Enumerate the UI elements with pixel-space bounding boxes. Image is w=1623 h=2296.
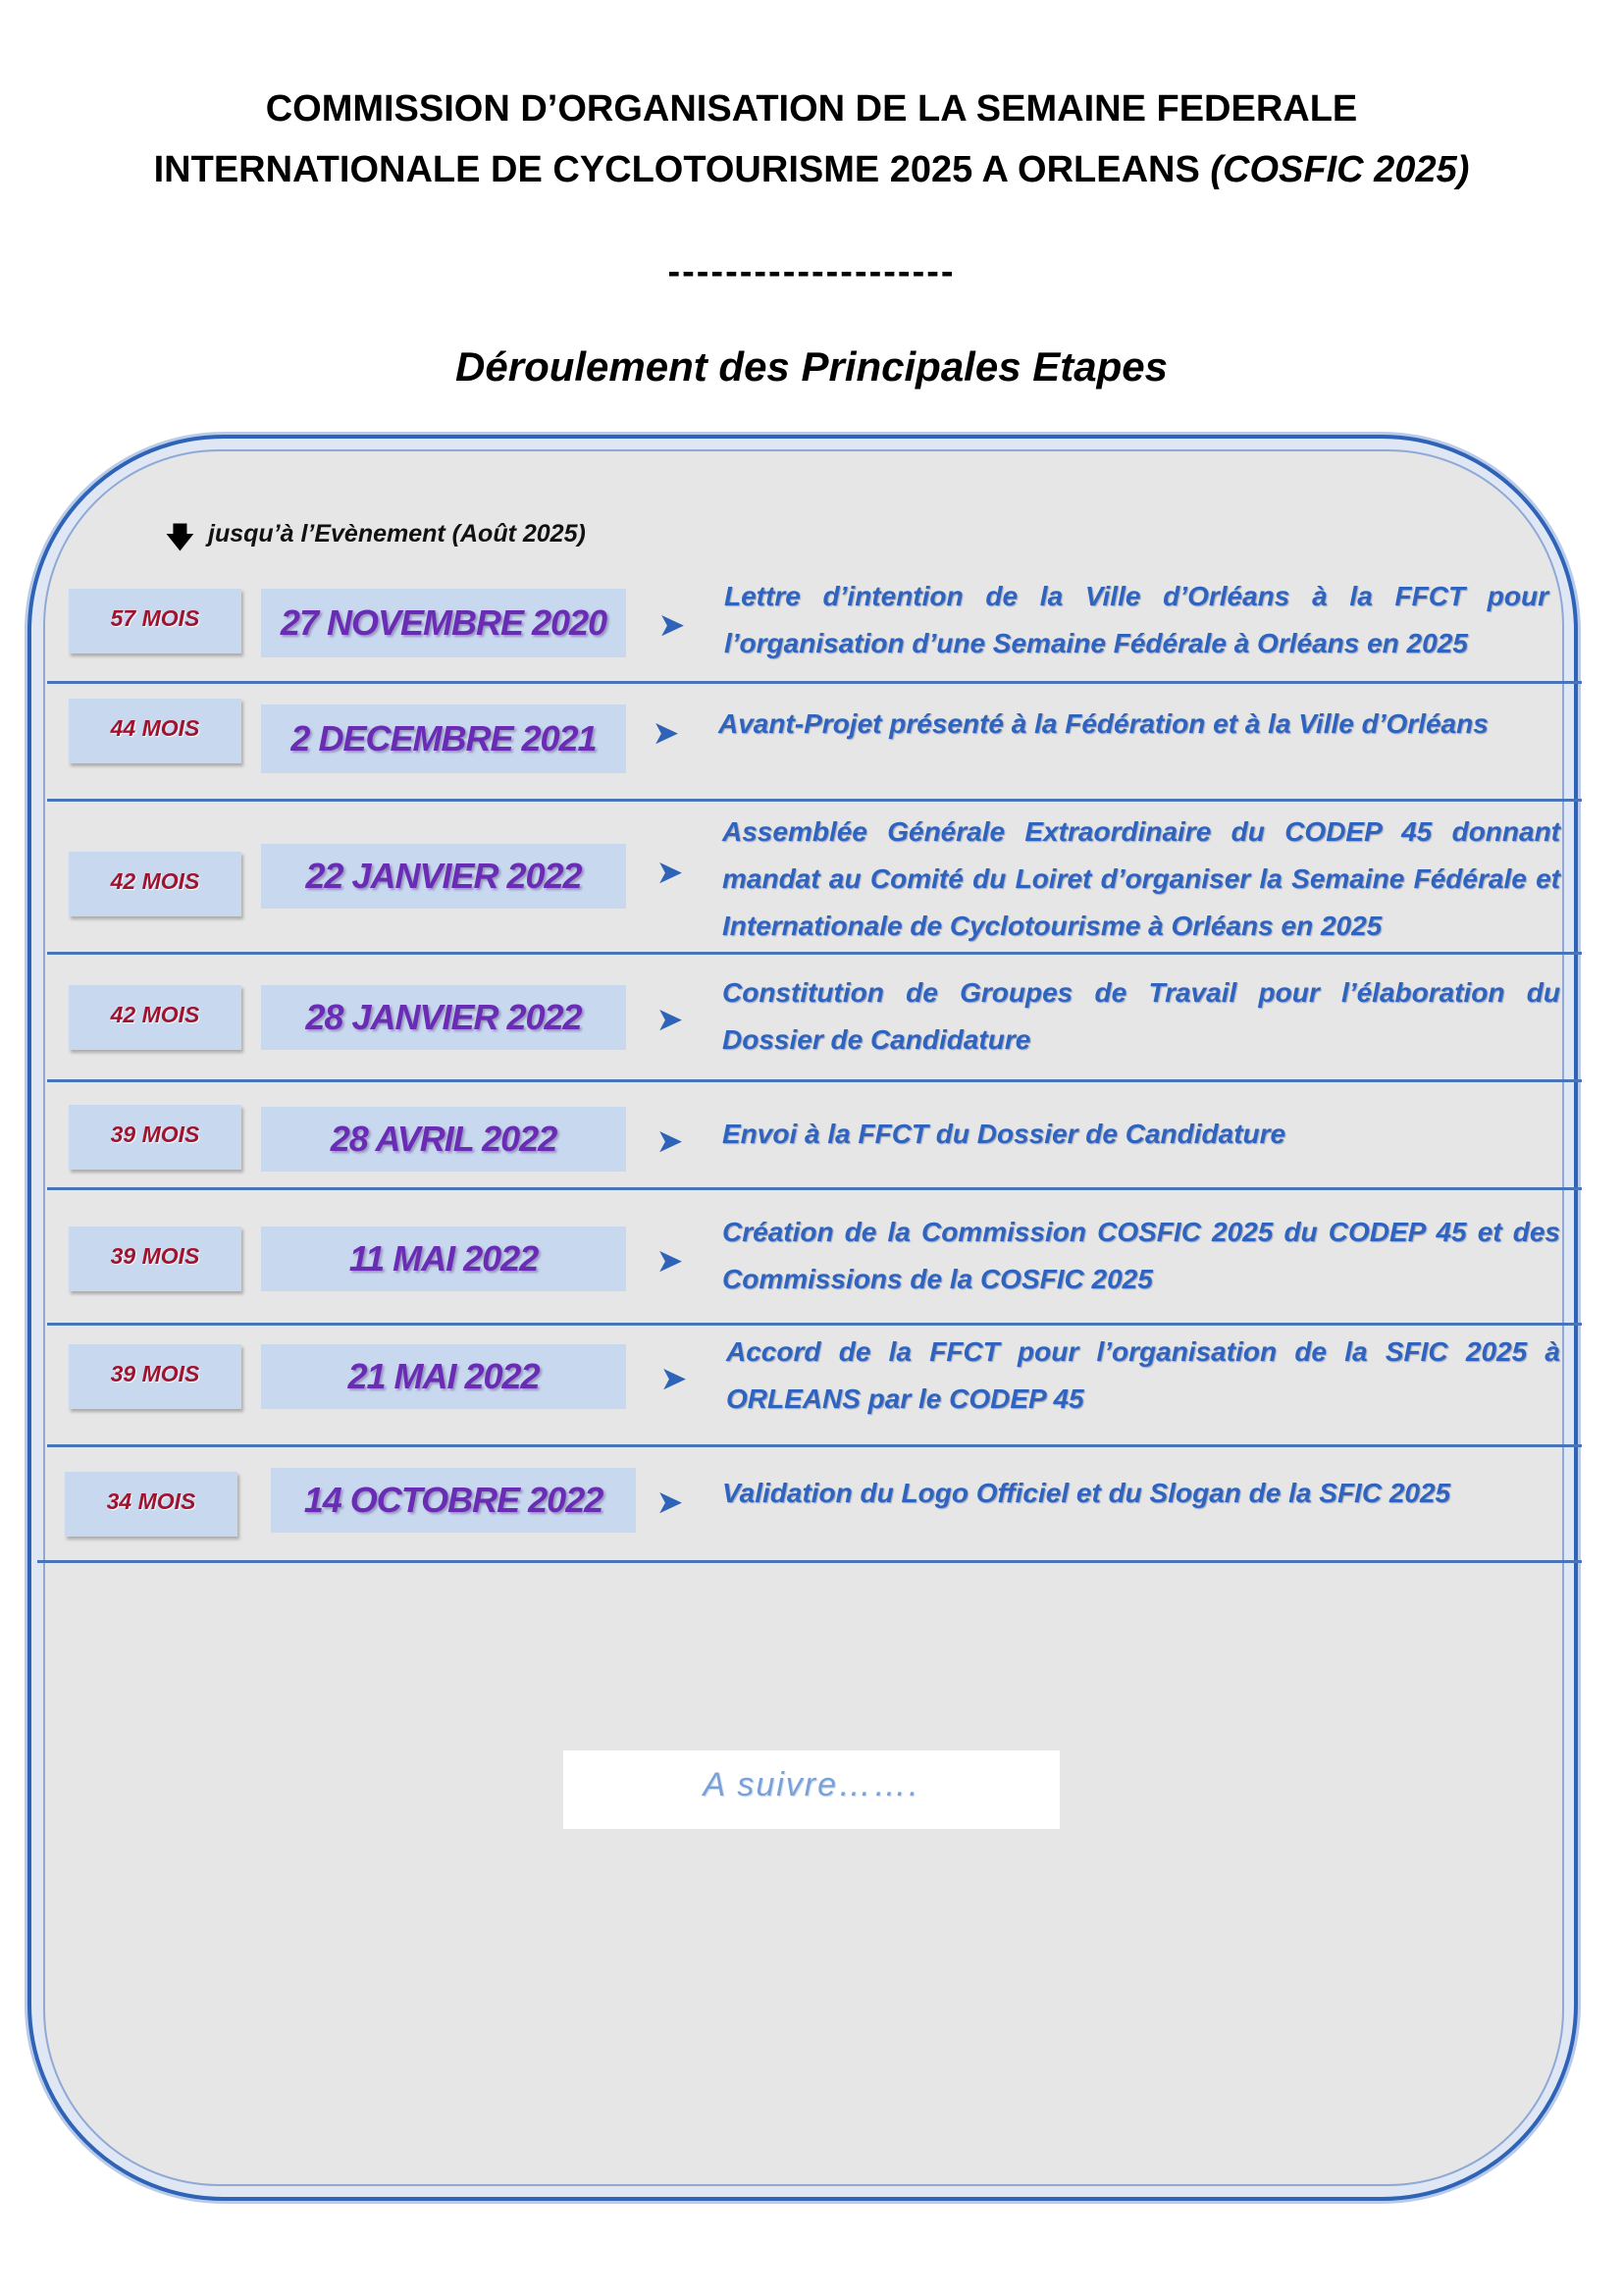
to-follow-text: A suivre…….: [703, 1766, 920, 1803]
timeline-intro: jusqu’à l’Evènement (Août 2025): [208, 520, 586, 548]
step-description: Création de la Commission COSFIC 2025 du CODEP 45 et des Commissions de la COSFIC 2025: [722, 1217, 1560, 1294]
step-description: Avant-Projet présenté à la Fédération et à la Ville d’Orléans: [718, 708, 1489, 739]
page-subtitle: Déroulement des Principales Etapes: [455, 343, 1168, 390]
months-remaining-badge: 42 MOIS: [69, 985, 241, 1050]
months-remaining-badge: 39 MOIS: [69, 1344, 241, 1409]
step-date: 11 MAI 2022: [261, 1226, 626, 1291]
row-divider: [47, 799, 1582, 802]
chevron-right-icon: ➤: [657, 1125, 683, 1158]
chevron-right-icon: ➤: [654, 717, 679, 750]
step-date: 27 NOVEMBRE 2020: [261, 589, 626, 657]
row-divider: [37, 1560, 1582, 1563]
months-remaining-badge: 34 MOIS: [65, 1472, 237, 1537]
row-divider: [47, 681, 1582, 684]
step-date: 22 JANVIER 2022: [261, 844, 626, 909]
row-divider: [47, 952, 1582, 955]
step-description: Lettre d’intention de la Ville d’Orléans à la FFCT pour l’organisation d’une Semaine Fédérale à Orléans en 2025: [724, 581, 1548, 658]
step-description: Envoi à la FFCT du Dossier de Candidature: [722, 1119, 1286, 1149]
months-remaining-badge: 42 MOIS: [69, 852, 241, 916]
step-date: 28 JANVIER 2022: [261, 985, 626, 1050]
chevron-right-icon: ➤: [659, 609, 685, 642]
row-divider: [47, 1323, 1582, 1326]
page-title-acronym: (COSFIC 2025): [1210, 149, 1470, 190]
chevron-right-icon: ➤: [657, 857, 683, 889]
step-description: Constitution de Groupes de Travail pour l’élaboration du Dossier de Candidature: [722, 977, 1560, 1055]
months-remaining-badge: 39 MOIS: [69, 1226, 241, 1291]
step-description: Validation du Logo Officiel et du Slogan de la SFIC 2025: [722, 1478, 1451, 1508]
page-title-line-1: COMMISSION D’ORGANISATION DE LA SEMAINE FEDERALE: [265, 88, 1358, 130]
step-description: Assemblée Générale Extraordinaire du CODEP 45 donnant mandat au Comité du Loiret d’organiser la Semaine Fédérale et Internationale de Cyclotourisme à Orléans en 2025: [722, 816, 1560, 941]
chevron-right-icon: ➤: [657, 1487, 683, 1519]
step-description: Accord de la FFCT pour l’organisation de la SFIC 2025 à ORLEANS par le CODEP 45: [726, 1336, 1560, 1414]
chevron-right-icon: ➤: [661, 1363, 687, 1395]
step-date: 2 DECEMBRE 2021: [261, 704, 626, 773]
row-divider: [47, 1187, 1582, 1190]
page-title-line-2: [0, 149, 1623, 191]
timeline-frame: [27, 435, 1578, 2201]
page-title-line-2-main: INTERNATIONALE DE CYCLOTOURISME 2025 A ORLEANS: [153, 149, 1211, 190]
row-divider: [47, 1444, 1582, 1447]
step-date: 14 OCTOBRE 2022: [271, 1468, 636, 1533]
title-separator: --------------------: [667, 251, 956, 292]
step-date: 21 MAI 2022: [261, 1344, 626, 1409]
step-date: 28 AVRIL 2022: [261, 1107, 626, 1172]
months-remaining-badge: 57 MOIS: [69, 589, 241, 653]
months-remaining-badge: 39 MOIS: [69, 1105, 241, 1170]
row-divider: [47, 1079, 1582, 1082]
down-arrow-icon: 🡇: [165, 522, 195, 554]
chevron-right-icon: ➤: [657, 1245, 683, 1278]
months-remaining-badge: 44 MOIS: [69, 699, 241, 763]
chevron-right-icon: ➤: [657, 1004, 683, 1036]
